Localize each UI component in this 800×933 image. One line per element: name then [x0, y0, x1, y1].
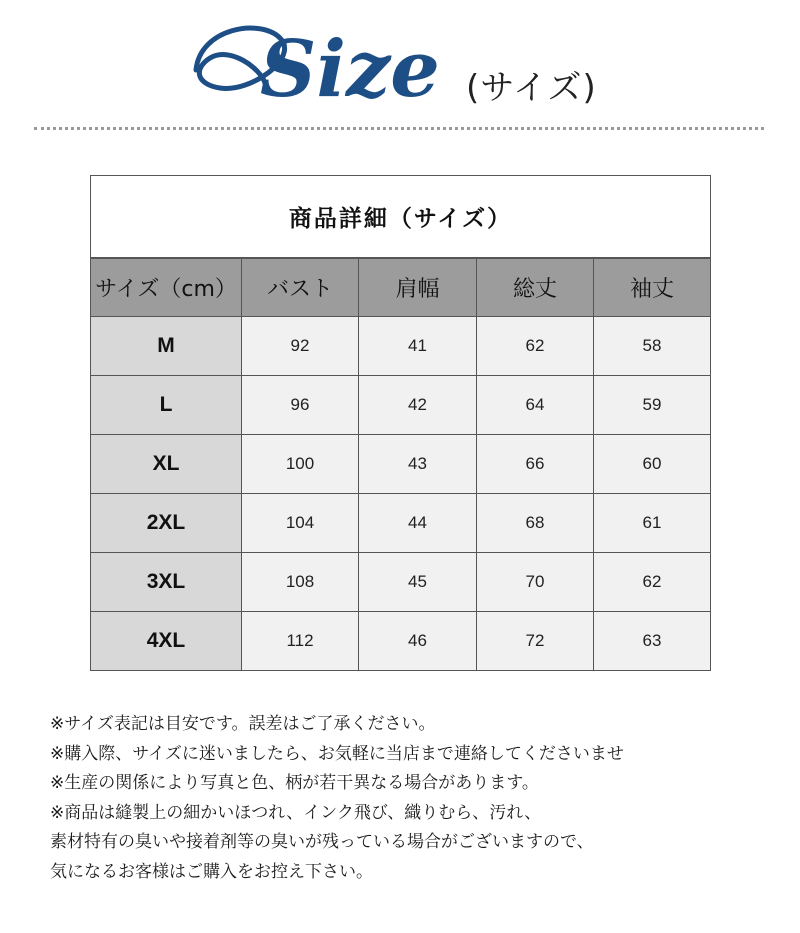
note-line: ※サイズ表記は目安です。誤差はご了承ください。: [50, 714, 436, 734]
table-row: [91, 612, 711, 671]
size-label: M: [91, 317, 242, 376]
size-table: [90, 175, 711, 671]
table-row: [91, 435, 711, 494]
length-value: 66: [477, 435, 594, 494]
table-caption: 商品詳細（サイズ）: [91, 176, 711, 259]
size-label: XL: [91, 435, 242, 494]
shoulder-value: 46: [359, 612, 477, 671]
column-header-sleeve: 袖丈: [594, 258, 711, 317]
shoulder-value: 41: [359, 317, 477, 376]
sleeve-value: 62: [594, 553, 711, 612]
shoulder-value: 42: [359, 376, 477, 435]
bust-value: 108: [242, 553, 359, 612]
length-value: 68: [477, 494, 594, 553]
table-row: [91, 376, 711, 435]
length-value: 62: [477, 317, 594, 376]
column-header-length: 総丈: [477, 258, 594, 317]
length-value: 64: [477, 376, 594, 435]
size-label: 4XL: [91, 612, 242, 671]
page-subtitle: (サイズ): [466, 68, 597, 108]
column-header-bust: バスト: [242, 258, 359, 317]
length-value: 72: [477, 612, 594, 671]
note-line: 素材特有の臭いや接着剤等の臭いが残っている場合がございますので、: [50, 832, 594, 852]
size-logo: [190, 8, 470, 118]
table-row: [91, 317, 711, 376]
note-line: ※商品は縫製上の細かいほつれ、インク飛び、織りむら、汚れ、: [50, 802, 542, 823]
size-label: 3XL: [91, 553, 242, 612]
bust-value: 112: [242, 612, 359, 671]
notes: [50, 710, 790, 887]
table-row: [91, 494, 711, 553]
bust-value: 92: [242, 317, 359, 376]
divider: [34, 127, 764, 130]
note-line: 気になるお客様はご購入をお控え下さい。: [50, 861, 373, 882]
note-line: ※購入際、サイズに迷いましたら、お気軽に当店まで連絡してくださいませ: [50, 743, 624, 764]
bust-value: 100: [242, 435, 359, 494]
logo-text: Size: [260, 24, 440, 115]
size-table-container: [90, 175, 710, 667]
table-caption-row: [91, 176, 711, 259]
sleeve-value: 60: [594, 435, 711, 494]
table-header-row: [91, 258, 711, 317]
bust-value: 104: [242, 494, 359, 553]
sleeve-value: 58: [594, 317, 711, 376]
size-label: 2XL: [91, 494, 242, 553]
length-value: 70: [477, 553, 594, 612]
sleeve-value: 61: [594, 494, 711, 553]
column-header-size: サイズ（cm）: [91, 258, 242, 317]
shoulder-value: 43: [359, 435, 477, 494]
bust-value: 96: [242, 376, 359, 435]
table-row: [91, 553, 711, 612]
sleeve-value: 59: [594, 376, 711, 435]
note-line: ※生産の関係により写真と色、柄が若干異なる場合があります。: [50, 773, 539, 793]
shoulder-value: 44: [359, 494, 477, 553]
size-label: L: [91, 376, 242, 435]
header: [0, 0, 800, 130]
shoulder-value: 45: [359, 553, 477, 612]
sleeve-value: 63: [594, 612, 711, 671]
column-header-shoulder: 肩幅: [359, 258, 477, 317]
